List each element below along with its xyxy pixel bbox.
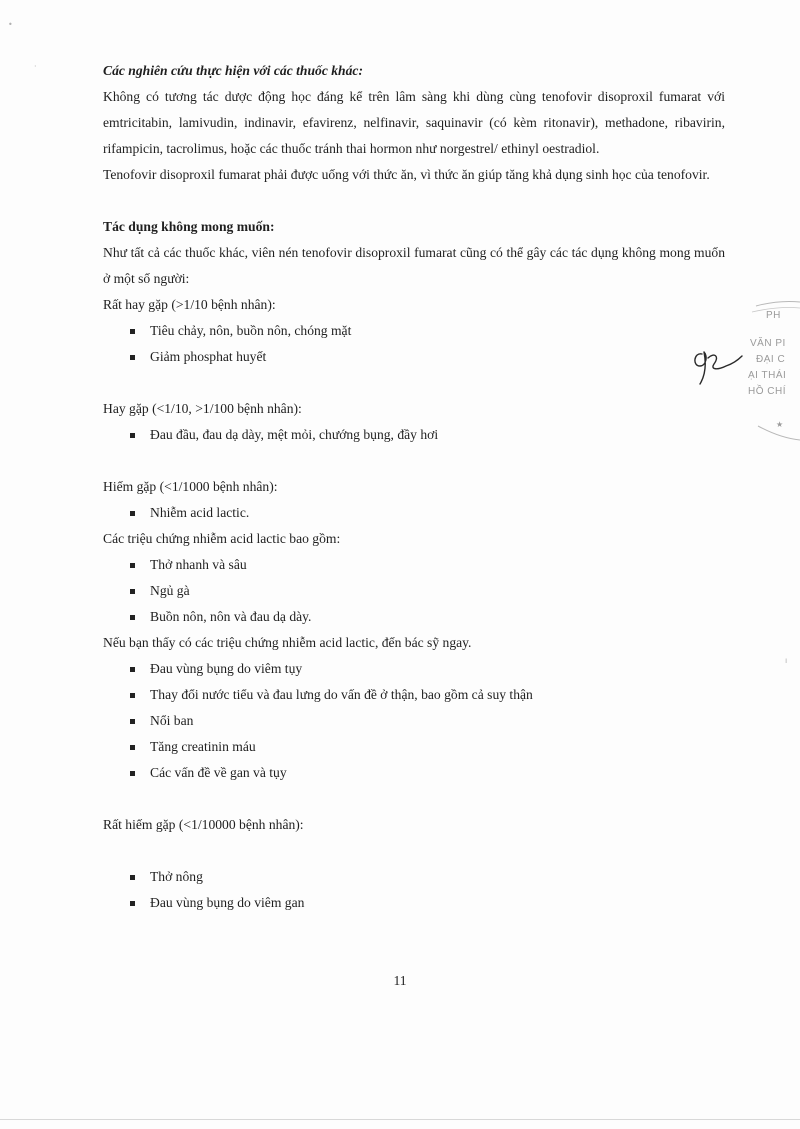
document-body — [103, 58, 725, 916]
list-item: Thay đổi nước tiểu và đau lưng do vấn đề ở thận, bao gồm cả suy thận — [103, 682, 725, 708]
rare-label: Hiếm gặp (<1/1000 bệnh nhân): — [103, 479, 278, 494]
list-item: Giảm phosphat huyết — [103, 344, 725, 370]
list-item: Ngủ gà — [103, 578, 725, 604]
list-item: Buồn nôn, nôn và đau dạ dày. — [103, 604, 725, 630]
bullet-icon — [130, 771, 135, 776]
list-item: Nổi ban — [103, 708, 725, 734]
food-paragraph: Tenofovir disoproxil fumarat phải được uống với thức ăn, vì thức ăn giúp tăng khả dụng sinh học của tenofovir. — [103, 167, 710, 182]
adverse-effects-intro: Như tất cả các thuốc khác, viên nén tenofovir disoproxil fumarat cũng có thể gây các tác dụng không mong muốn ở một số người: — [103, 245, 725, 286]
bullet-icon — [130, 693, 135, 698]
bullet-icon — [130, 901, 135, 906]
list-item: Thở nông — [103, 864, 725, 890]
common-list — [103, 422, 725, 448]
rare-list — [103, 500, 725, 526]
list-item: Các vấn đề về gan và tụy — [103, 760, 725, 786]
list-item: Nhiễm acid lactic. — [103, 500, 725, 526]
stamp-text: ẠI THÁI — [748, 370, 787, 381]
bullet-icon — [130, 563, 135, 568]
bullet-icon — [130, 615, 135, 620]
stamp-text: ĐẠI C — [756, 354, 786, 365]
scan-edge-line — [0, 1119, 800, 1120]
bullet-icon — [130, 355, 135, 360]
interactions-paragraph: Không có tương tác dược động học đáng kể trên lâm sàng khi dùng cùng tenofovir disoproxil fumarat với emtricitabin, lamivudin, indinavir, efavirenz, nelfinavir, saquinavir (có kèm ritonavir), methadone, ribavirin, rifampicin, tacrolimus, hoặc các thuốc tránh thai hormon như norgestrel/ ethinyl oestradiol. — [103, 89, 725, 156]
stamp-text: HỒ CHÍ — [748, 386, 786, 397]
stamp-seal — [728, 296, 800, 446]
lactic-symptoms-label: Các triệu chứng nhiễm acid lactic bao gồm: — [103, 531, 341, 546]
lactic-advice: Nếu bạn thấy có các triệu chứng nhiễm acid lactic, đến bác sỹ ngay. — [103, 635, 472, 650]
scan-mark: ı — [785, 656, 788, 665]
list-item: Thở nhanh và sâu — [103, 552, 725, 578]
common-label: Hay gặp (<1/10, >1/100 bệnh nhân): — [103, 401, 302, 416]
list-item: Tiêu chảy, nôn, buồn nôn, chóng mặt — [103, 318, 725, 344]
bullet-icon — [130, 329, 135, 334]
scan-mark: · — [34, 62, 37, 71]
very-rare-list — [103, 864, 725, 916]
stamp-text: VĂN PI — [750, 338, 786, 349]
list-item: Tăng creatinin máu — [103, 734, 725, 760]
list-item: Đau vùng bụng do viêm tụy — [103, 656, 725, 682]
bullet-icon — [130, 745, 135, 750]
very-common-list — [103, 318, 725, 370]
section-heading-interactions: Các nghiên cứu thực hiện với các thuốc khác: — [103, 63, 363, 78]
scan-mark: • — [8, 20, 13, 29]
lactic-symptoms-list — [103, 552, 725, 630]
bullet-icon — [130, 719, 135, 724]
other-effects-list — [103, 656, 725, 786]
star-icon: ★ — [776, 420, 784, 429]
section-heading-adverse-effects: Tác dụng không mong muốn: — [103, 219, 275, 234]
stamp-text: PH — [766, 310, 781, 321]
bullet-icon — [130, 511, 135, 516]
very-common-label: Rất hay gặp (>1/10 bệnh nhân): — [103, 297, 276, 312]
bullet-icon — [130, 589, 135, 594]
bullet-icon — [130, 667, 135, 672]
bullet-icon — [130, 875, 135, 880]
page-number: 11 — [393, 973, 407, 988]
very-rare-label: Rất hiếm gặp (<1/10000 bệnh nhân): — [103, 817, 304, 832]
bullet-icon — [130, 433, 135, 438]
list-item: Đau vùng bụng do viêm gan — [103, 890, 725, 916]
list-item: Đau đầu, đau dạ dày, mệt mỏi, chướng bụng, đầy hơi — [103, 422, 725, 448]
